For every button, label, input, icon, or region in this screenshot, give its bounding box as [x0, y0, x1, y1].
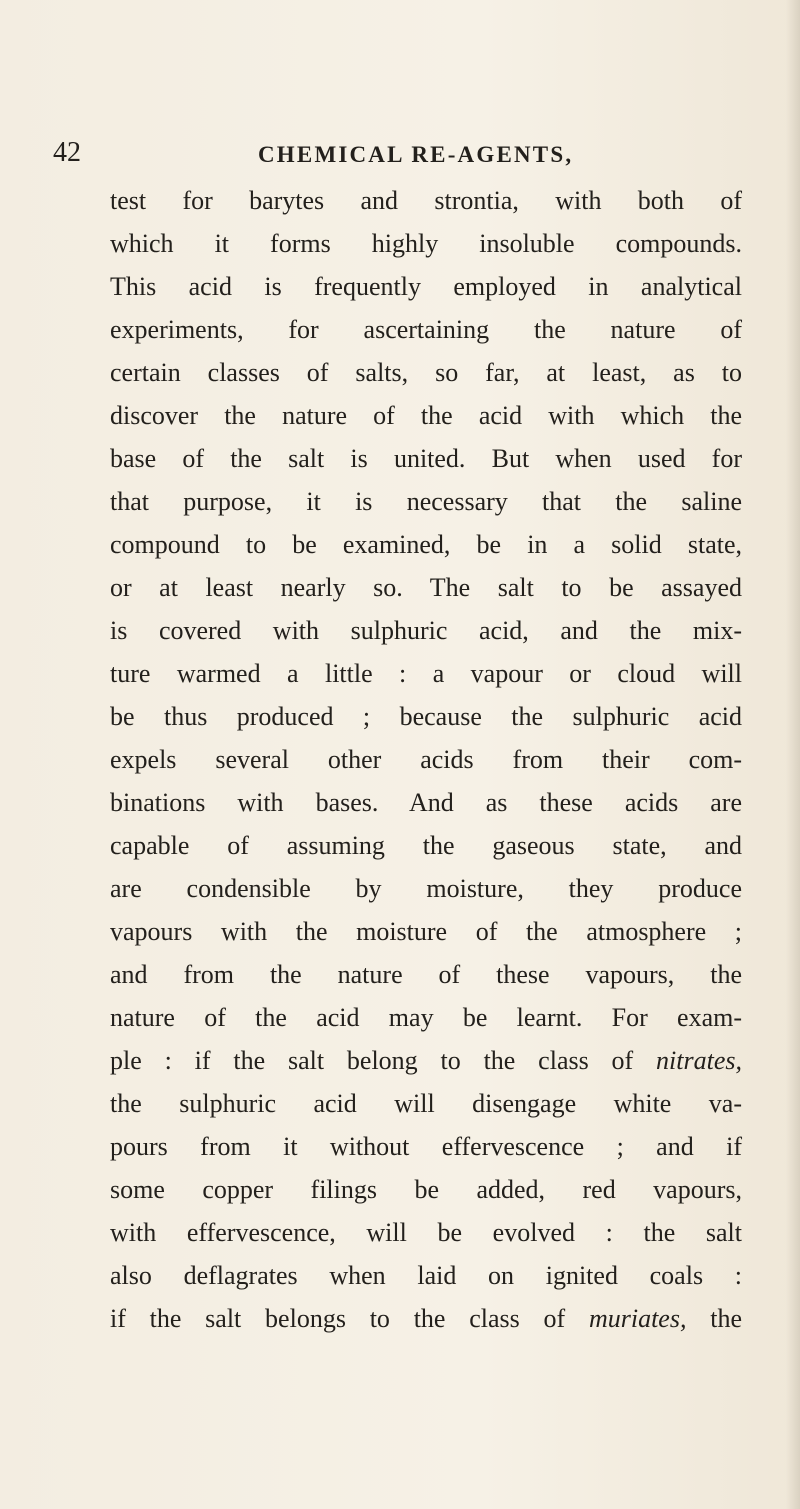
text-segment: ple : if the salt belong to the class of	[110, 1046, 657, 1075]
running-head: CHEMICAL RE-AGENTS,	[258, 142, 574, 167]
text-line: compound to be examined, be in a solid state,	[110, 530, 742, 559]
text-line: expels several other acids from their com-	[110, 745, 742, 774]
body-text	[110, 179, 742, 1340]
text-segment: the	[686, 1304, 742, 1333]
text-line: or at least nearly so. The salt to be assayed	[110, 573, 742, 602]
text-line: that purpose, it is necessary that the saline	[110, 487, 742, 516]
text-line: nature of the acid may be learnt. For exam-	[110, 1003, 742, 1032]
text-line: experiments, for ascertaining the nature of	[110, 315, 742, 344]
text-line: be thus produced ; because the sulphuric acid	[110, 702, 742, 731]
page-header	[0, 136, 800, 176]
text-line: some copper filings be added, red vapours,	[110, 1175, 742, 1204]
text-line: with effervescence, will be evolved : the salt	[110, 1218, 742, 1247]
text-line: binations with bases. And as these acids are	[110, 788, 742, 817]
text-line	[110, 1039, 742, 1082]
page-edge-shadow	[786, 0, 800, 1509]
text-line: pours from it without effervescence ; and if	[110, 1132, 742, 1161]
text-line: is covered with sulphuric acid, and the mix-	[110, 616, 742, 645]
text-line: the sulphuric acid will disengage white va-	[110, 1089, 742, 1118]
text-line: capable of assuming the gaseous state, and	[110, 831, 742, 860]
text-line: also deflagrates when laid on ignited coals :	[110, 1261, 742, 1290]
text-segment: if the salt belongs to the class of	[110, 1304, 589, 1333]
page-number: 42	[53, 137, 81, 168]
text-line: This acid is frequently employed in analytical	[110, 272, 742, 301]
text-line	[110, 1297, 742, 1340]
italic-term: muriates,	[588, 1304, 687, 1333]
text-line: which it forms highly insoluble compounds.	[110, 229, 742, 258]
text-line: ture warmed a little : a vapour or cloud will	[110, 659, 742, 688]
text-line: and from the nature of these vapours, the	[110, 960, 742, 989]
text-line: vapours with the moisture of the atmosphere ;	[110, 917, 742, 946]
text-line: test for barytes and strontia, with both of	[110, 186, 742, 215]
text-line: discover the nature of the acid with which the	[110, 401, 742, 430]
italic-term: nitrates,	[656, 1046, 742, 1075]
text-line: are condensible by moisture, they produce	[110, 874, 742, 903]
text-line: certain classes of salts, so far, at least, as to	[110, 358, 742, 387]
text-line: base of the salt is united. But when used for	[110, 444, 742, 473]
